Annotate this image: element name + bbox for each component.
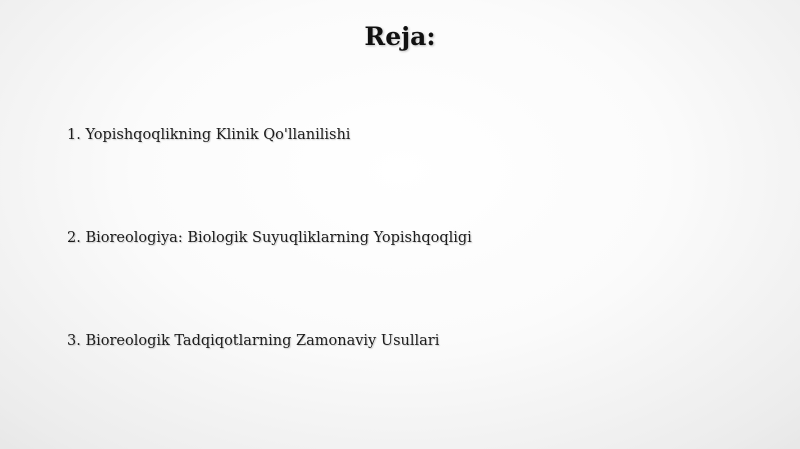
plan-item-1: 1. Yopishqoqlikning Klinik Qo'llanilishi: [67, 127, 351, 143]
plan-item-2: 2. Bioreologiya: Biologik Suyuqliklarning Yopishqoqligi: [67, 230, 472, 246]
slide-title: Reja:: [364, 22, 436, 51]
plan-item-3: 3. Bioreologik Tadqiqotlarning Zamonaviy Usullari: [67, 333, 440, 349]
